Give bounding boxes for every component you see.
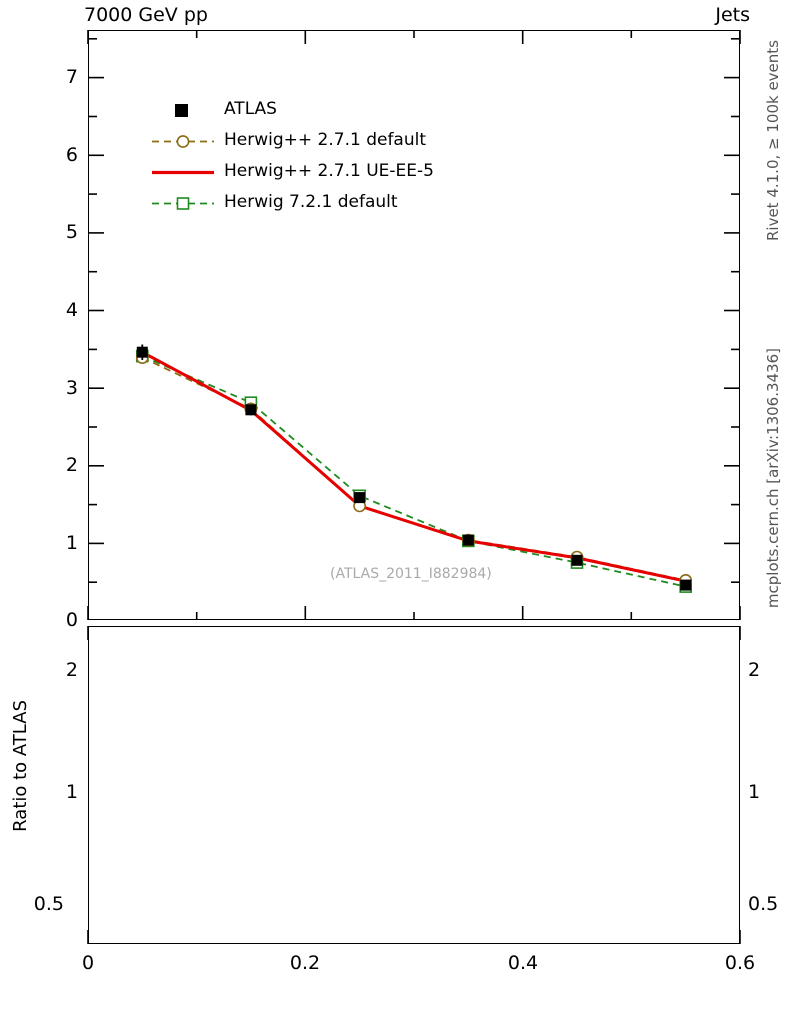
legend-key-herwig721 <box>150 188 216 219</box>
legend-key-herwigpp-ueee5 <box>150 157 216 188</box>
xtick-0.2: 0.2 <box>289 952 321 974</box>
main-ytick-0: 0 <box>65 609 78 631</box>
main-ytick-4: 4 <box>65 299 78 321</box>
xtick-0.4: 0.4 <box>507 952 539 974</box>
main-ytick-6: 6 <box>65 144 78 166</box>
series-markers-herwigpp-default <box>137 352 692 586</box>
legend-label-herwig721: Herwig 7.2.1 default <box>224 192 398 212</box>
ratio-ytick-right-0.5: 0.5 <box>748 893 779 915</box>
series-markers-herwig721 <box>137 351 691 592</box>
legend-key-herwigpp-default <box>150 126 216 157</box>
series-points-atlas <box>137 347 691 591</box>
legend-label-atlas: ATLAS <box>224 99 277 119</box>
main-ytick-2: 2 <box>65 454 78 476</box>
analysis-watermark: (ATLAS_2011_I882984) <box>330 566 492 582</box>
ratio-ytick-left-0.5: 0.5 <box>33 893 64 915</box>
main-ytick-7: 7 <box>65 66 78 88</box>
ratio-ytick-left-1: 1 <box>65 781 78 803</box>
header-left-label: 7000 GeV pp <box>84 4 208 26</box>
side-note-mcplots: mcplots.cern.ch [arXiv:1306.3436] <box>764 348 782 609</box>
ratio-ytick-left-2: 2 <box>65 659 78 681</box>
ratio-plot-panel <box>88 626 740 944</box>
ratio-ytick-right-2: 2 <box>748 659 761 681</box>
side-note-rivet: Rivet 4.1.0, ≥ 100k events <box>764 40 782 242</box>
main-ytick-3: 3 <box>65 377 78 399</box>
xtick-0: 0 <box>81 952 95 974</box>
series-line-herwig721 <box>142 356 685 586</box>
legend-label-herwigpp-ueee5: Herwig++ 2.7.1 UE-EE-5 <box>224 161 434 181</box>
series-markers-atlas <box>142 345 685 588</box>
ratio-ytick-right-1: 1 <box>748 781 761 803</box>
legend-label-herwigpp-default: Herwig++ 2.7.1 default <box>224 130 427 150</box>
main-ytick-1: 1 <box>65 532 78 554</box>
legend-key-atlas <box>150 95 216 126</box>
ratio-axis-title: Ratio to ATLAS <box>10 700 31 832</box>
series-line-herwigpp-ueee5 <box>142 352 685 581</box>
xtick-0.6: 0.6 <box>724 952 756 974</box>
main-ytick-5: 5 <box>65 221 78 243</box>
header-right-label: Jets <box>715 4 750 26</box>
